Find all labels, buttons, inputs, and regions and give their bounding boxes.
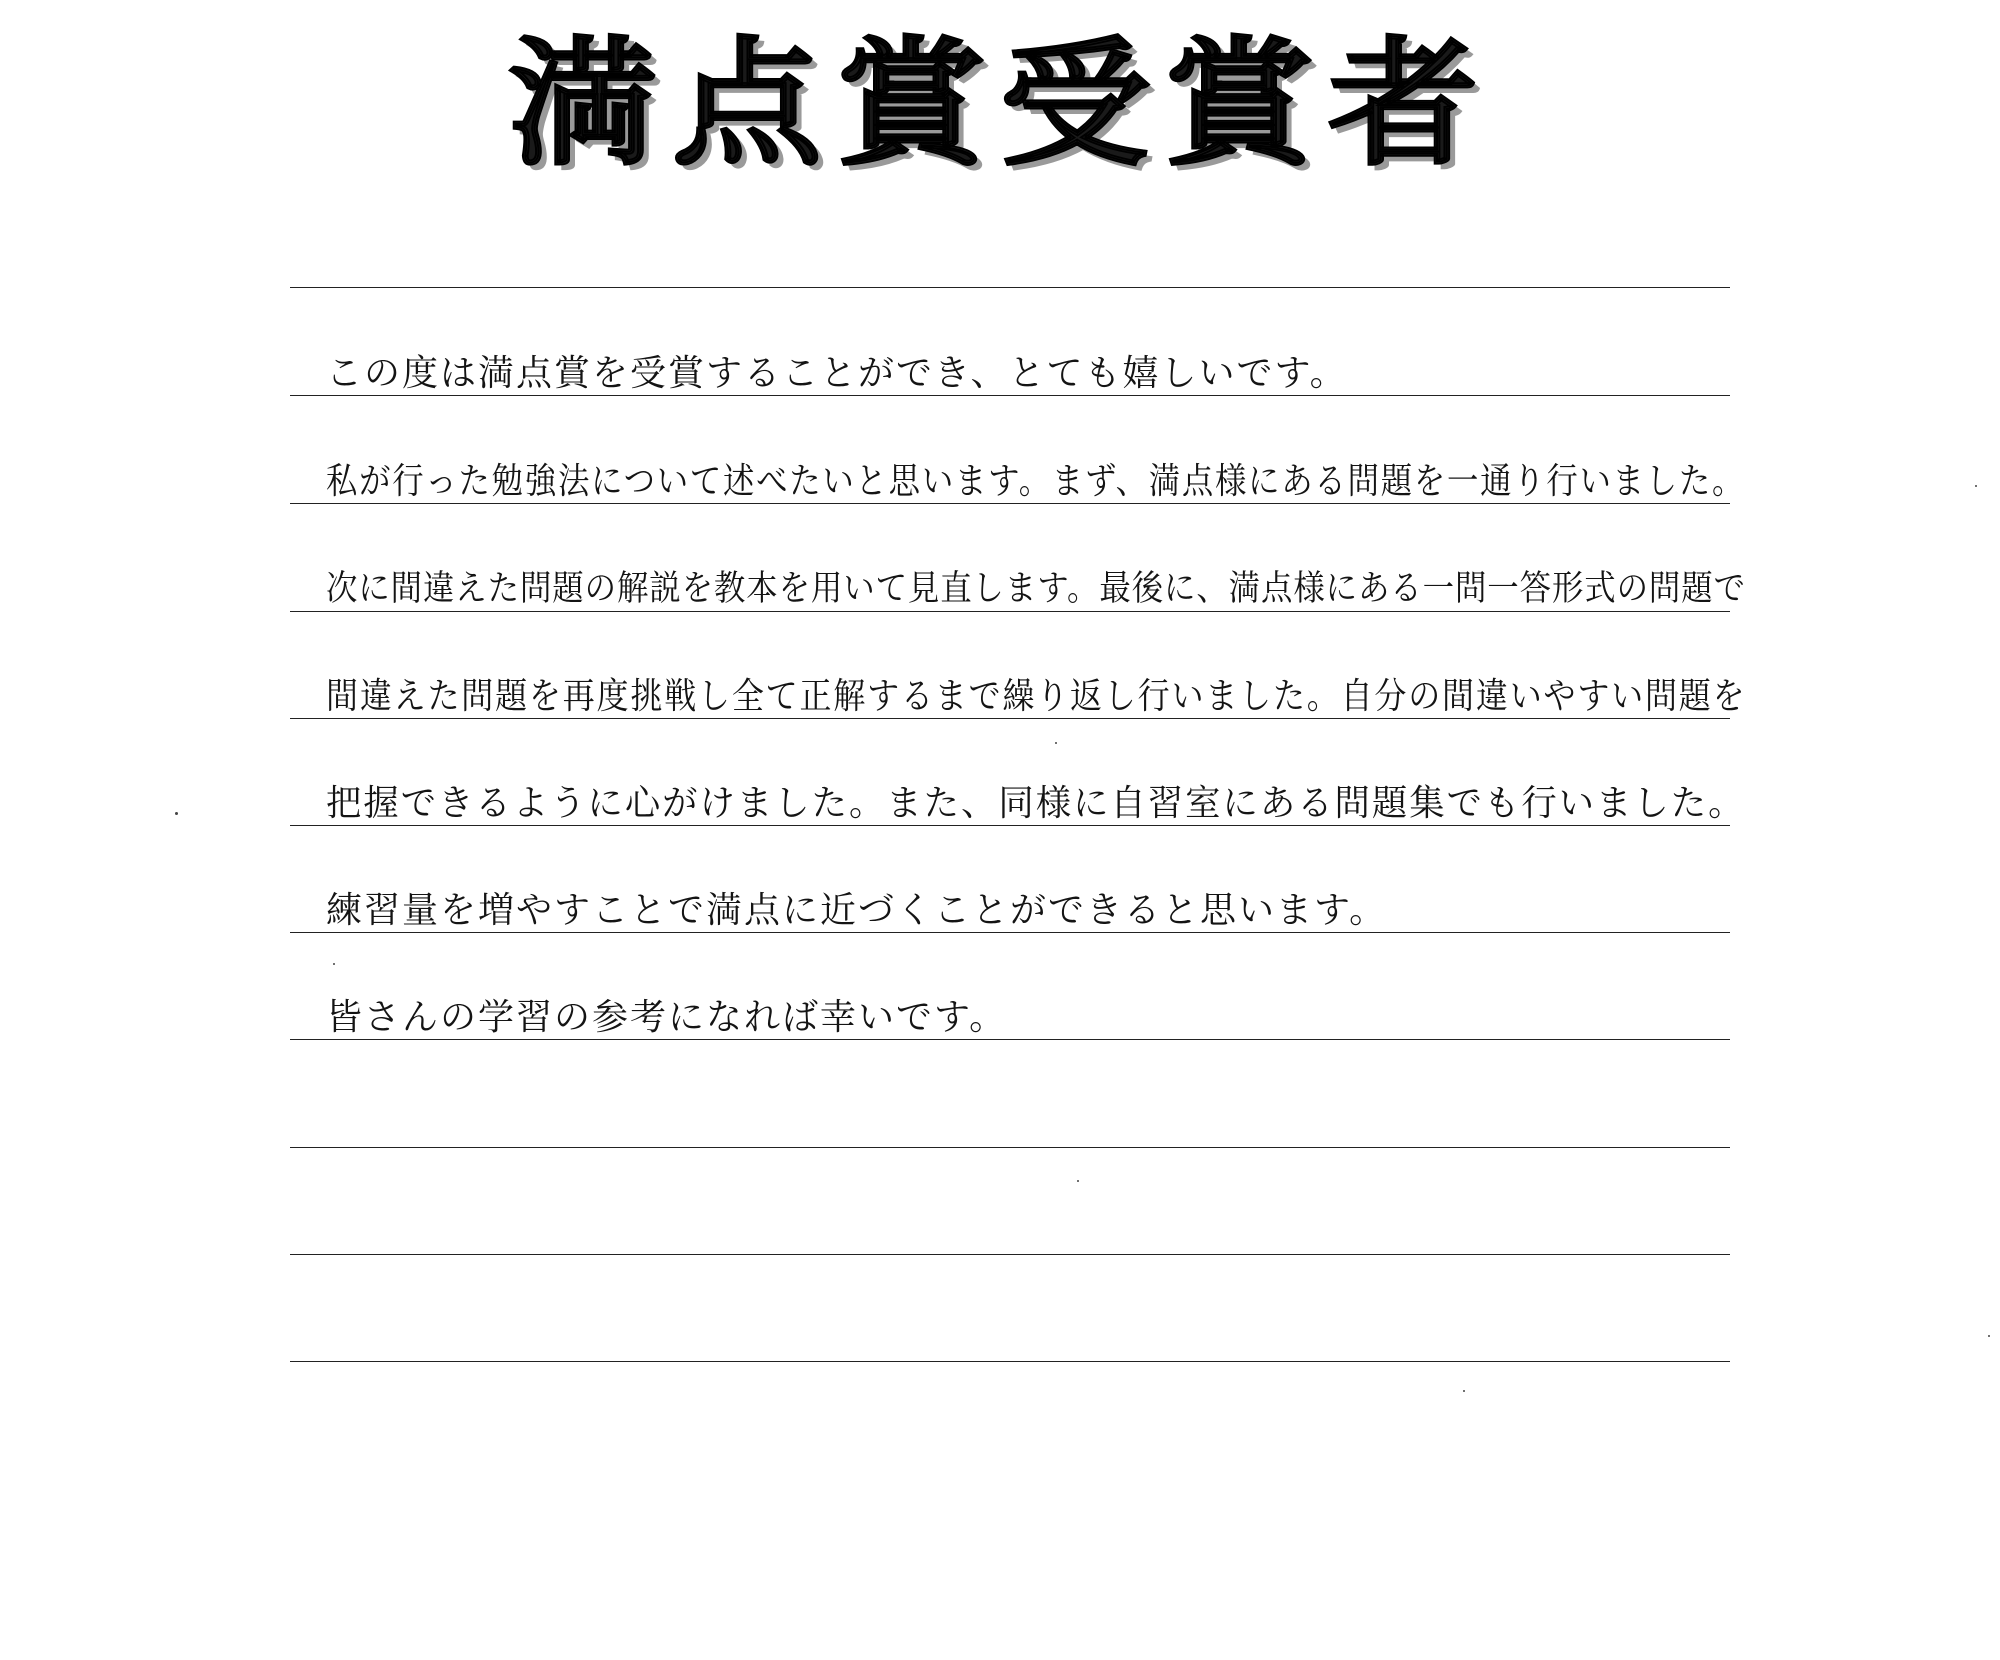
- scan-speck: [1988, 1335, 1990, 1337]
- scan-speck: [1055, 742, 1057, 744]
- ruled-line: [290, 1361, 1730, 1362]
- handwritten-line-5: 把握できるように心がけました。また、同様に自習室にある問題集でも行いました。: [326, 783, 1746, 824]
- ruled-line: [290, 825, 1730, 826]
- ruled-line: [290, 611, 1730, 612]
- ruled-line: [290, 1254, 1730, 1255]
- scan-speck: [333, 963, 335, 965]
- handwritten-line-3: 次に間違えた問題の解説を教本を用いて見直します。最後に、満点様にある一問一答形式の問題で: [326, 569, 1746, 609]
- ruled-line: [290, 287, 1730, 288]
- handwritten-line-6: 練習量を増やすことで満点に近づくことができると思います。: [326, 890, 1388, 931]
- ruled-line: [290, 718, 1730, 719]
- handwritten-line-7: 皆さんの学習の参考になれば幸いです。: [326, 997, 1008, 1038]
- title-text: 満点賞受賞者: [507, 24, 1492, 186]
- scan-speck: [1463, 1390, 1465, 1392]
- handwritten-line-4: 間違えた問題を再度挑戦し全て正解するまで繰り返し行いました。自分の間違いやすい問題を: [326, 676, 1747, 717]
- handwritten-line-2: 私が行った勉強法について述べたいと思います。まず、満点様にある問題を一通り行いました。: [326, 461, 1746, 502]
- ruled-line: [290, 503, 1730, 504]
- ruled-line: [290, 932, 1730, 933]
- ruled-writing-area: [290, 0, 1747, 1660]
- ruled-line: [290, 1147, 1730, 1148]
- scan-speck: [175, 812, 178, 815]
- scan-speck: [1975, 485, 1977, 487]
- ruled-line: [290, 1039, 1730, 1040]
- scan-speck: [1077, 1180, 1079, 1182]
- ruled-line: [290, 395, 1730, 396]
- handwritten-line-1: この度は満点賞を受賞することができ、とても嬉しいです。: [326, 353, 1348, 394]
